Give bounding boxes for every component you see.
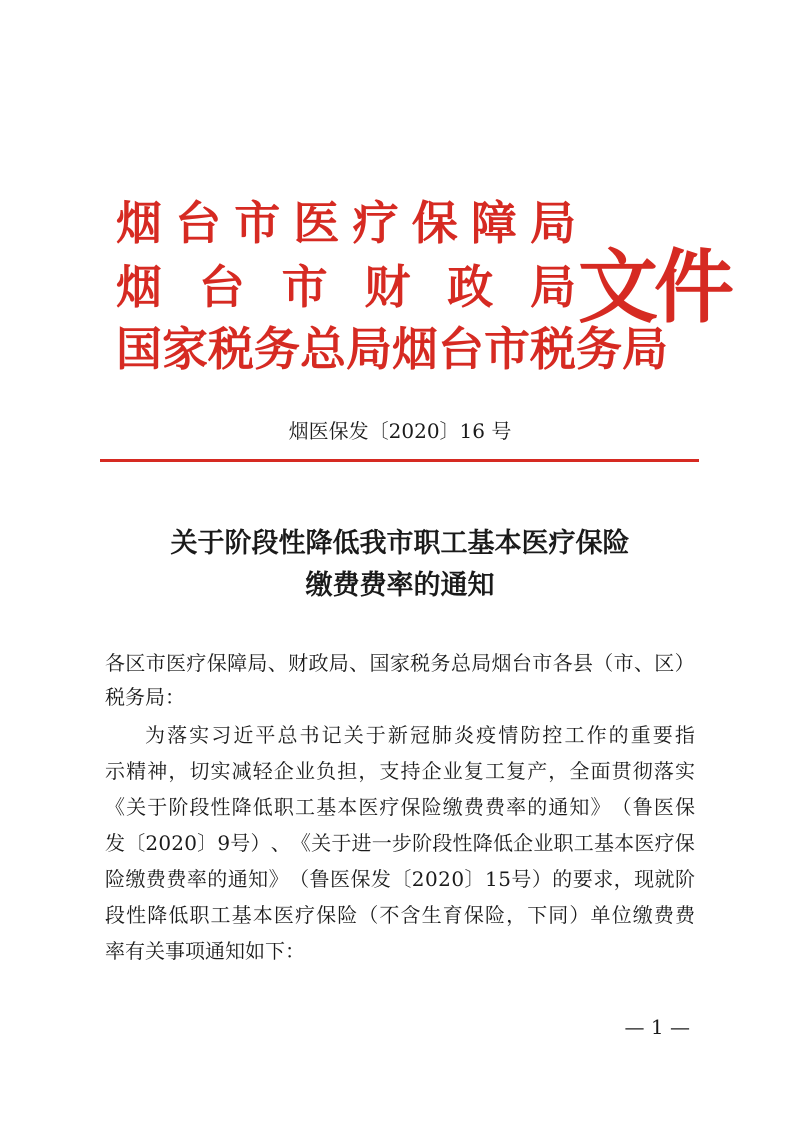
red-divider-line <box>100 459 699 462</box>
paragraph-line-7: 率有关事项通知如下： <box>105 939 305 963</box>
paragraph-line-6: 段 性 降 低 职 工 基 本 医 疗 保 险 （ 不 含 生 育 保 险 ， 下 同 ） 单 位 缴 费 费 <box>105 903 695 927</box>
notice-title-line-1: 关于阶段性降低我市职工基本医疗保险 <box>170 528 630 559</box>
addressee-line-1: 各 区 市 医 疗 保 障 局 、 财 政 局 、 国 家 税 务 总 局 烟 台 市 各 县 （ 市 、 区 ） <box>105 651 695 675</box>
paragraph-line-5: 险 缴 费 费 率 的 通 知 》 （ 鲁 医 保 发 〔 2 0 2 0 〕 1 5 号 ） 的 要 求 ， 现 就 阶 <box>105 867 695 891</box>
paragraph-line-4: 发 〔 2 0 2 0 〕 9 号 ） 、 《 关 于 进 一 步 阶 段 性 降 低 企 业 职 工 基 本 医 疗 保 <box>105 831 695 855</box>
issuer-line-finance-bureau: 烟 台 市 财 政 局 <box>116 260 576 314</box>
issuer-line-tax-bureau: 国 家 税 务 总 局 烟 台 市 税 务 局 <box>116 322 668 376</box>
paragraph-line-3: 《 关 于 阶 段 性 降 低 职 工 基 本 医 疗 保 险 缴 费 费 率 的 通 知 》 （ 鲁 医 保 <box>105 795 695 819</box>
notice-title-line-2: 缴费费率的通知 <box>305 570 495 601</box>
paragraph-line-2: 示 精 神 ， 切 实 减 轻 企 业 负 担 ， 支 持 企 业 复 工 复 产 ， 全 面 贯 彻 落 实 <box>105 759 695 783</box>
document-number: 烟医保发〔2020〕16 号 <box>288 419 512 443</box>
paragraph-line-1: 为 落 实 习 近 平 总 书 记 关 于 新 冠 肺 炎 疫 情 防 控 工 作 的 重 要 指 <box>145 723 695 747</box>
issuer-line-medical-security-bureau: 烟 台 市 医 疗 保 障 局 <box>116 196 576 250</box>
addressee-line-2: 税务局： <box>105 685 185 709</box>
page-number: — 1 — <box>624 1015 690 1039</box>
document-type-label: 文件 <box>578 241 730 334</box>
